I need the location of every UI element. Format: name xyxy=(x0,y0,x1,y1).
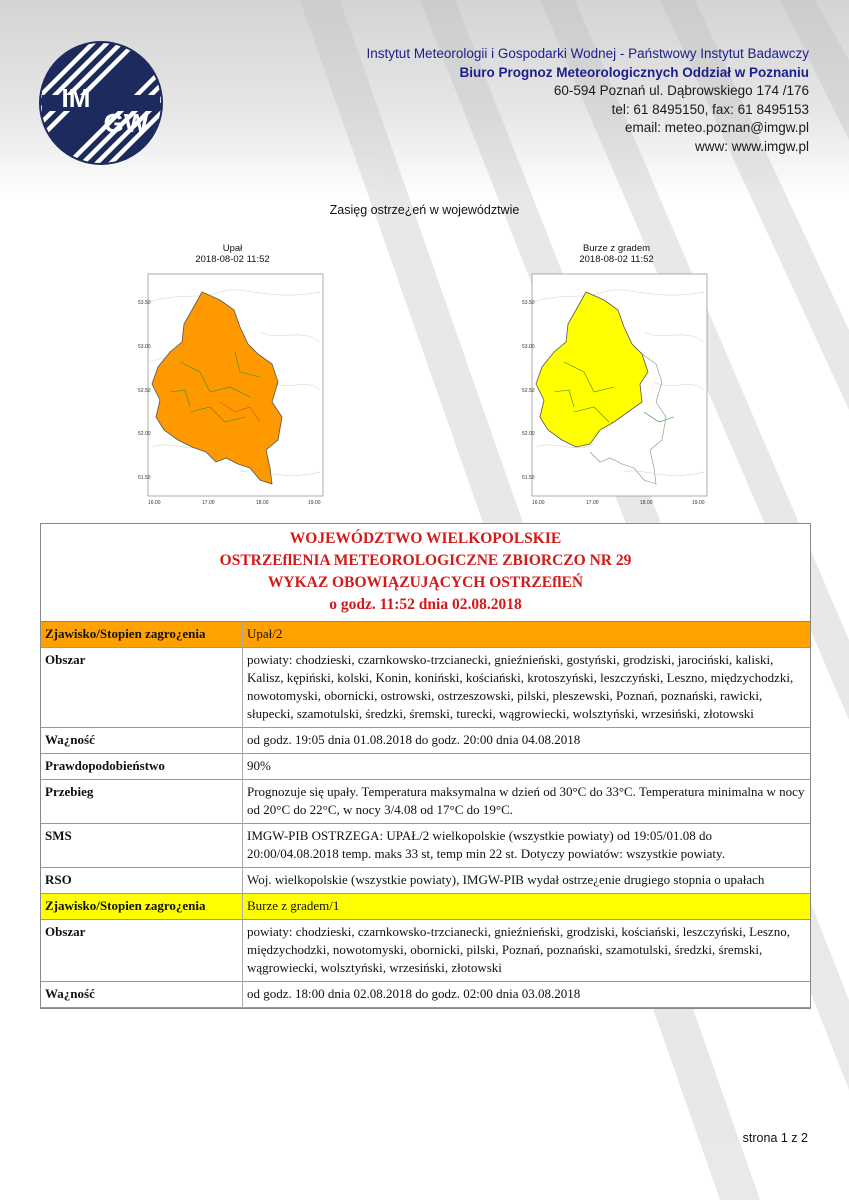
y-tick: 52.00 xyxy=(522,431,535,437)
row-value: powiaty: chodzieski, czarnkowsko-trzcianecki, gnieźnieński, grodziski, kościański, leszczyński, Leszno, międzychodzki, nowotomyski, obornicki, pilski, Poznań, poznański, szamotulski, średzki, śremski, wągrowiecki, wolsztyński, wrzesiński, złotowski xyxy=(243,920,810,982)
table-row xyxy=(41,982,810,1008)
map-storm-date: 2018-08-02 11:52 xyxy=(579,254,654,265)
row-label: Obszar xyxy=(41,920,243,982)
row-value: powiaty: chodzieski, czarnkowsko-trzcianecki, gnieźnieński, gostyński, grodziski, jarociński, kaliski, Kalisz, kępiński, kolski, Konin, koniński, kościański, krotoszyński, leszczyński, Leszno, międzychodzki, nowotomyski, obornicki, ostrowski, ostrzeszowski, pilski, pleszewski, Poznań, poznański, rawicki, słupecki, szamotulski, średzki, śremski, turecki, wągrowiecki, wolsztyński, wrzesiński, złotowski xyxy=(243,648,810,728)
phone: tel: 61 8495150, fax: 61 8495153 xyxy=(611,101,809,117)
map-heat-graphic xyxy=(140,272,325,522)
row-value: Burze z gradem/1 xyxy=(243,894,810,920)
organization-info xyxy=(367,45,809,156)
bulletin-heading xyxy=(41,524,810,622)
x-tick: 18.00 xyxy=(256,500,269,506)
row-label: SMS xyxy=(41,824,243,868)
row-label: Obszar xyxy=(41,648,243,728)
row-label: Zjawisko/Stopien zagro¿enia xyxy=(41,622,243,648)
y-tick: 53.50 xyxy=(522,300,535,306)
y-tick: 53.00 xyxy=(522,344,535,350)
logo-text-bottom: GW xyxy=(103,108,149,138)
x-tick: 18.00 xyxy=(640,500,653,506)
y-tick: 52.50 xyxy=(138,388,151,394)
row-label: Przebieg xyxy=(41,780,243,824)
row-value: Prognozuje się upały. Temperatura maksymalna w dzień od 30°C do 33°C. Temperatura minimalna w nocy od 20°C do 22°C, w nocy 3/4.08 od 17°C do 19°C. xyxy=(243,780,810,824)
y-tick: 53.00 xyxy=(138,344,151,350)
map-storm-graphic xyxy=(524,272,709,522)
maps-title: Zasięg ostrze¿eń w województwie xyxy=(329,203,520,217)
table-row xyxy=(41,920,810,982)
y-tick: 52.50 xyxy=(522,388,535,394)
y-tick: 51.50 xyxy=(138,475,151,481)
website: www: www.imgw.pl xyxy=(694,138,809,154)
table-row xyxy=(41,728,810,754)
table-row xyxy=(41,622,810,648)
x-tick: 19.00 xyxy=(692,500,705,506)
page-number: strona 1 z 2 xyxy=(742,1131,808,1145)
row-value: Upał/2 xyxy=(243,622,810,648)
table-row xyxy=(41,824,810,868)
row-label: Wa¿ność xyxy=(41,728,243,754)
y-tick: 51.50 xyxy=(522,475,535,481)
row-value: 90% xyxy=(243,754,810,780)
table-row xyxy=(41,648,810,728)
map-heat-date: 2018-08-02 11:52 xyxy=(195,254,270,265)
warning-bulletin xyxy=(40,523,811,1009)
bulletin-time: o godz. 11:52 dnia 02.08.2018 xyxy=(329,596,522,613)
org-name: Instytut Meteorologii i Gospodarki Wodnej - Państwowy Instytut Badawczy xyxy=(366,46,809,61)
row-value: IMGW-PIB OSTRZEGA: UPAŁ/2 wielkopolskie (wszystkie powiaty) od 19:05/01.08 do 20:00/04.08.2018 temp. maks 33 st, temp min 22 st. Dotyczy powiatów: wszystkie powiaty. xyxy=(243,824,810,868)
map-heat xyxy=(140,240,325,525)
row-label: Zjawisko/Stopien zagro¿enia xyxy=(41,894,243,920)
bulletin-subtitle: WYKAZ OBOWIĄZUJĄCYCH OSTRZEflEŃ xyxy=(267,574,584,591)
x-tick: 16.00 xyxy=(532,500,545,506)
map-heat-title: Upał xyxy=(222,243,243,254)
y-tick: 53.50 xyxy=(138,300,151,306)
x-tick: 17.00 xyxy=(202,500,215,506)
row-label: RSO xyxy=(41,868,243,894)
x-tick: 16.00 xyxy=(148,500,161,506)
table-row xyxy=(41,754,810,780)
address: 60-594 Poznań ul. Dąbrowskiego 174 /176 xyxy=(553,83,809,98)
logo-text-top: IM xyxy=(61,83,91,113)
office-name: Biuro Prognoz Meteorologicznych Oddział w Poznaniu xyxy=(459,64,809,80)
x-tick: 17.00 xyxy=(586,500,599,506)
map-heat-caption xyxy=(140,243,325,265)
imgw-logo xyxy=(38,40,164,166)
row-value: Woj. wielkopolskie (wszystkie powiaty), IMGW-PIB wydał ostrze¿enie drugiego stopnia o upałach xyxy=(243,868,810,894)
row-label: Wa¿ność xyxy=(41,982,243,1008)
map-storm-caption xyxy=(524,243,709,265)
x-tick: 19.00 xyxy=(308,500,321,506)
map-storm-title: Burze z gradem xyxy=(582,243,651,254)
warning-table xyxy=(41,622,810,1008)
row-label: Prawdopodobieństwo xyxy=(41,754,243,780)
y-tick: 52.00 xyxy=(138,431,151,437)
table-row xyxy=(41,780,810,824)
table-row xyxy=(41,894,810,920)
region-title: WOJEWÓDZTWO WIELKOPOLSKIE xyxy=(289,530,562,547)
email: email: meteo.poznan@imgw.pl xyxy=(624,120,809,135)
row-value: od godz. 18:00 dnia 02.08.2018 do godz. 02:00 dnia 03.08.2018 xyxy=(243,982,810,1008)
table-row xyxy=(41,868,810,894)
map-storm xyxy=(524,240,709,525)
row-value: od godz. 19:05 dnia 01.08.2018 do godz. 20:00 dnia 04.08.2018 xyxy=(243,728,810,754)
bulletin-number: OSTRZEflENIA METEOROLOGICZNE ZBIORCZO NR 29 xyxy=(219,552,632,569)
